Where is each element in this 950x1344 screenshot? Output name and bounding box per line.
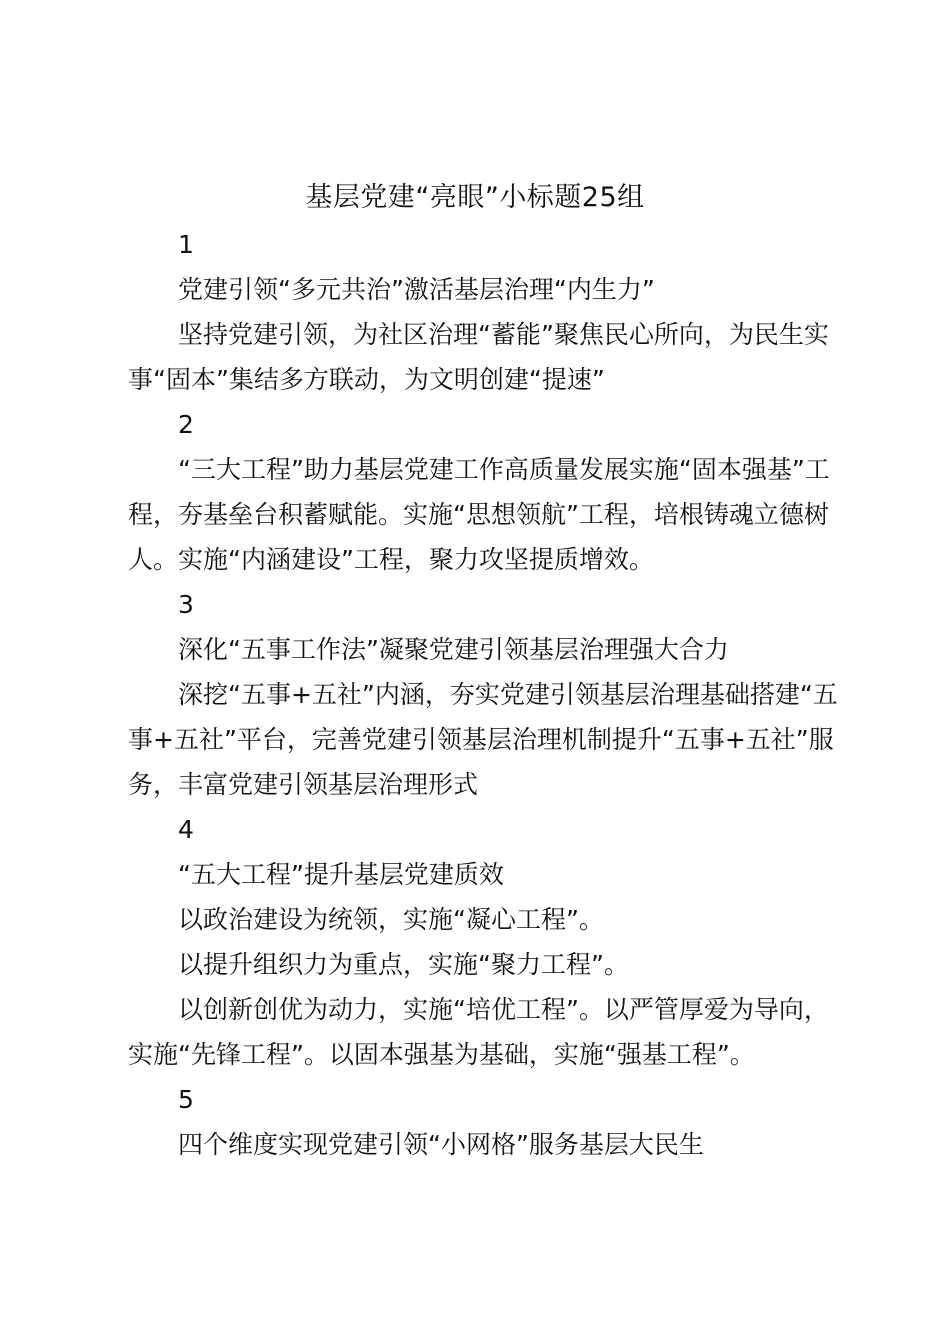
body-paragraph: 以创新创优为动力，实施“培优工程”。以严管厚爱为导向，实施“先锋工程”。以固本强基为基础，实施“强基工程”。	[128, 995, 829, 1069]
document-body	[128, 222, 838, 1167]
body-paragraph: 深挖“五事+五社”内涵，夯实党建引领基层治理基础搭建“五事+五社”平台，完善党建引领基层治理机制提升“五事+五社”服务，丰富党建引领基层治理形式	[128, 680, 838, 799]
section-number: 1	[178, 230, 194, 259]
body-paragraph: 以提升组织力为重点，实施“聚力工程”。	[178, 950, 629, 979]
document-title: 基层党建“亮眼”小标题25组	[305, 182, 645, 213]
section-heading: 党建引领“多元共治”激活基层治理“内生力”	[178, 275, 655, 304]
section-heading: “五大工程”提升基层党建质效	[178, 860, 504, 889]
section-number: 4	[178, 815, 194, 844]
body-paragraph: 坚持党建引领，为社区治理“蓄能”聚焦民心所向，为民生实事“固本”集结多方联动，为文明创建“提速”	[128, 320, 829, 394]
body-paragraph: 以政治建设为统领，实施“凝心工程”。	[178, 905, 604, 934]
body-paragraph: “三大工程”助力基层党建工作高质量发展实施“固本强基”工程，夯基垒台积蓄赋能。实施“思想领航”工程，培根铸魂立德树人。实施“内涵建设”工程，聚力攻坚提质增效。	[128, 455, 830, 574]
section-number: 3	[178, 590, 194, 619]
section-heading: 深化“五事工作法”凝聚党建引领基层治理强大合力	[178, 635, 729, 664]
section-number: 5	[178, 1085, 194, 1114]
section-number: 2	[178, 410, 194, 439]
section-heading: 四个维度实现党建引领“小网格”服务基层大民生	[178, 1130, 704, 1159]
